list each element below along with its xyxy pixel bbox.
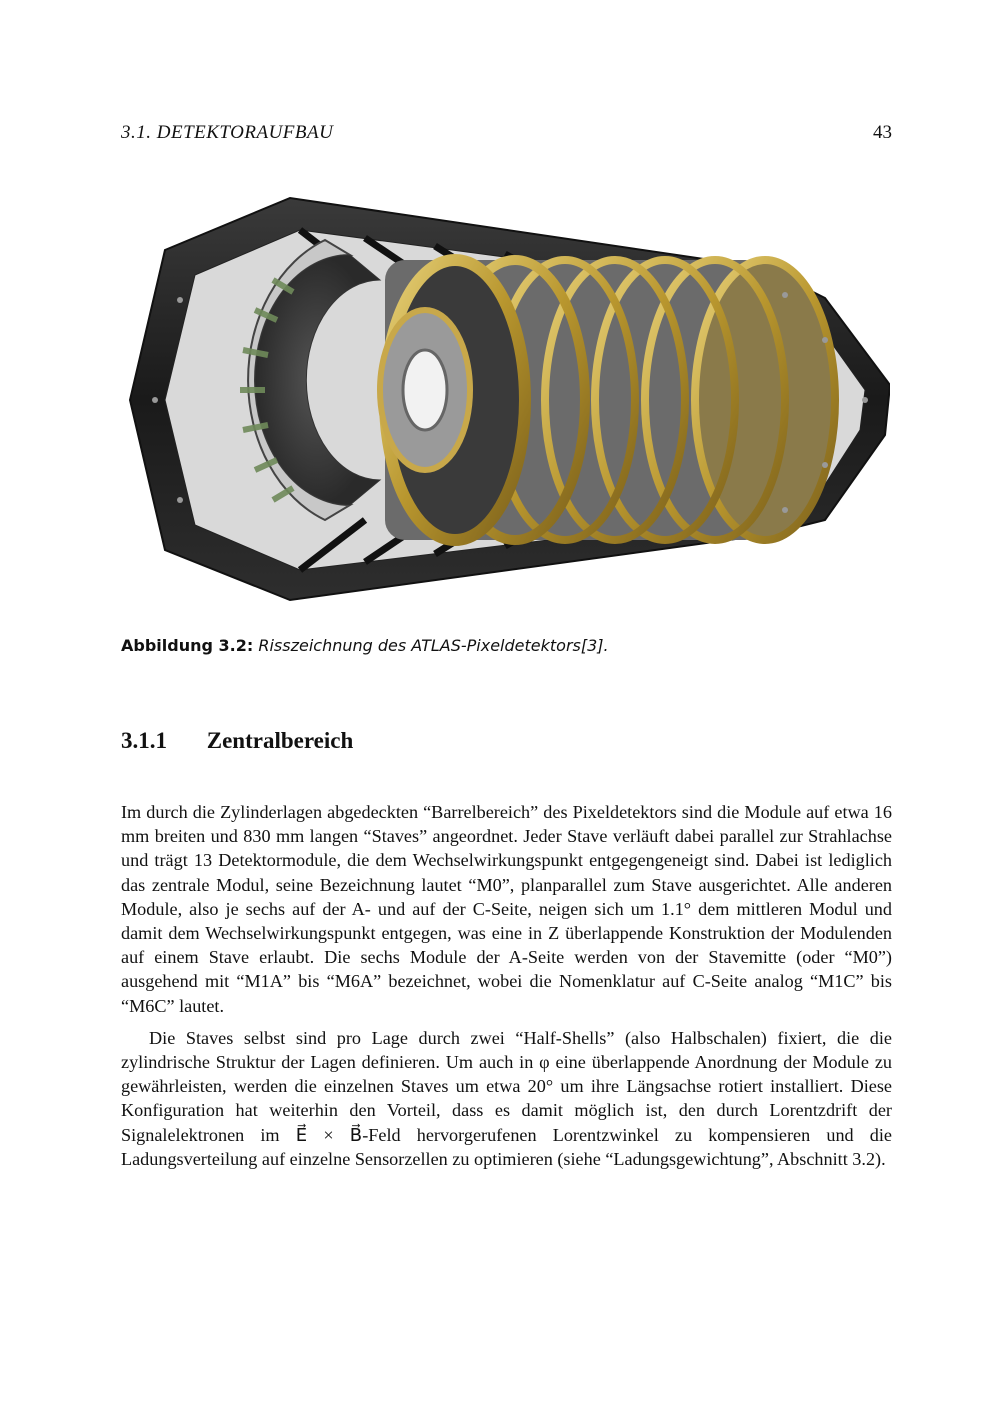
figure-caption-text: Risszeichnung des ATLAS-Pixeldetektors[3].	[258, 636, 609, 655]
paragraph: Im durch die Zylinderlagen abgedeckten “Barrelbereich” des Pixeldetektors sind die Module auf etwa 16 mm breiten und 830 mm langen “Staves” angeordnet. Jeder Stave verläuft dabei parallel zur Strahlachse und trägt 13 Detektormodule, die dem Wechselwirkungspunkt entgegengeneigt sind. Dabei ist lediglich das zentrale Modul, seine Bezeichnung lautet “M0”, planparallel zum Stave ausgerichtet. Alle anderen Module, also je sechs auf der A- und auf der C-Seite, neigen sich um 1.1° dem mittleren Modul und damit dem Wechselwirkungspunkt entgegen, was eine in Z überlappende Konstruktion der Modulenden auf einem Stave erlaubt. Die sechs Module der A-Seite werden von der Stavemitte (oder “M0”) ausgehend mit “M1A” bis “M6A” bezeichnet, wobei die Nomenklatur auf C-Seite analog “M1C” bis “M6C” lautet.	[121, 802, 892, 1016]
barrel-layers	[380, 260, 835, 540]
running-header-section: 3.1. DETEKTORAUFBAU	[121, 122, 334, 143]
section-title: Zentralbereich	[206, 728, 354, 753]
figure-caption	[121, 636, 892, 655]
section-number: 3.1.1	[121, 728, 167, 753]
body-text	[121, 800, 892, 1179]
detector-figure	[125, 190, 890, 610]
page-number: 43	[873, 122, 892, 143]
running-header	[121, 122, 892, 148]
pixel-detector-illustration	[125, 190, 890, 610]
figure-label: Abbildung 3.2:	[121, 636, 254, 655]
paragraph: Die Staves selbst sind pro Lage durch zwei “Half-Shells” (also Halbschalen) fixiert, die die zylindrische Struktur der Lagen definieren. Um auch in φ eine überlappende Anordnung der Module zu gewährleisten, werden die einzelnen Staves um etwa 20° um ihre Längsachse rotiert installiert. Diese Konfiguration hat weiterhin den Vorteil, dass es damit möglich ist, den durch Lorentzdrift der Signalelektronen im E⃗ × B⃗-Feld hervorgerufenen Lorentzwinkel zu kompensieren und die Ladungsverteilung auf einzelne Sensorzellen zu optimieren (siehe “Ladungsgewichtung”, Abschnitt 3.2).	[121, 1027, 892, 1169]
section-heading	[121, 728, 892, 754]
